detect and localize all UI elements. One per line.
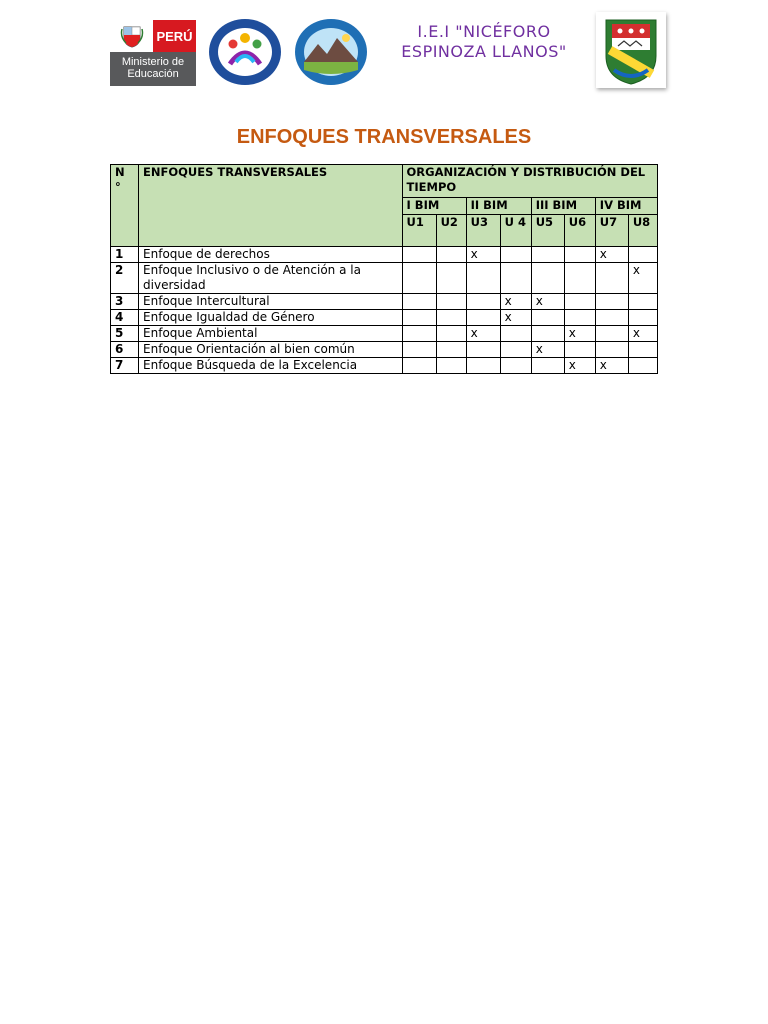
approach-name: Enfoque Orientación al bien común	[139, 342, 402, 358]
bimester-header: I BIM	[402, 198, 466, 215]
approach-name: Enfoque Inclusivo o de Atención a la diversidad	[139, 263, 402, 294]
unit-mark	[500, 326, 531, 342]
unit-mark	[500, 247, 531, 263]
unit-mark	[628, 247, 657, 263]
regional-education-seal-icon	[208, 18, 282, 86]
table-row	[111, 294, 658, 310]
unit-mark	[500, 342, 531, 358]
bimester-header: II BIM	[466, 198, 531, 215]
unit-mark	[564, 247, 595, 263]
unit-mark	[531, 247, 564, 263]
unit-mark	[628, 310, 657, 326]
row-number: 5	[111, 326, 139, 342]
row-number: 4	[111, 310, 139, 326]
school-crest-icon	[596, 12, 666, 88]
ministry-logo	[110, 20, 196, 86]
unit-mark: x	[466, 326, 500, 342]
approach-name: Enfoque Igualdad de Género	[139, 310, 402, 326]
ministry-name: Ministerio de Educación	[121, 56, 185, 80]
transversal-approaches-table	[110, 164, 658, 374]
approach-name: Enfoque Ambiental	[139, 326, 402, 342]
approach-name: Enfoque de derechos	[139, 247, 402, 263]
table-row	[111, 263, 658, 294]
row-number: 2	[111, 263, 139, 294]
unit-mark	[436, 294, 466, 310]
unit-mark	[628, 358, 657, 374]
unit-mark: x	[531, 294, 564, 310]
unit-mark	[564, 342, 595, 358]
local-education-unit-seal-icon	[294, 18, 368, 86]
unit-mark: x	[466, 247, 500, 263]
unit-mark	[402, 326, 436, 342]
unit-mark	[564, 294, 595, 310]
unit-mark	[595, 342, 628, 358]
unit-mark	[531, 358, 564, 374]
unit-mark	[466, 342, 500, 358]
unit-mark: x	[595, 358, 628, 374]
unit-header: U5	[531, 215, 564, 247]
unit-mark	[436, 310, 466, 326]
page-header	[0, 0, 768, 110]
unit-mark: x	[564, 326, 595, 342]
table-row	[111, 326, 658, 342]
unit-mark: x	[564, 358, 595, 374]
unit-mark	[500, 358, 531, 374]
unit-mark	[595, 263, 628, 294]
unit-mark	[531, 326, 564, 342]
unit-mark: x	[628, 326, 657, 342]
unit-mark	[436, 342, 466, 358]
time-distribution-header: ORGANIZACIÓN Y DISTRIBUCIÓN DEL TIEMPO	[402, 165, 657, 198]
unit-mark	[531, 310, 564, 326]
unit-mark	[595, 310, 628, 326]
bimester-header: IV BIM	[595, 198, 657, 215]
row-number: 6	[111, 342, 139, 358]
unit-mark	[402, 263, 436, 294]
unit-header: U2	[436, 215, 466, 247]
unit-mark	[564, 310, 595, 326]
country-label: PERÚ	[153, 20, 196, 52]
unit-mark: x	[628, 263, 657, 294]
unit-mark	[500, 263, 531, 294]
table-row	[111, 247, 658, 263]
unit-mark	[466, 263, 500, 294]
unit-mark: x	[500, 294, 531, 310]
peru-coat-of-arms-icon	[110, 20, 153, 52]
unit-mark	[436, 263, 466, 294]
unit-header: U1	[402, 215, 436, 247]
row-number: 3	[111, 294, 139, 310]
unit-mark: x	[595, 247, 628, 263]
bimester-header: III BIM	[531, 198, 595, 215]
unit-mark: x	[531, 342, 564, 358]
unit-header: U6	[564, 215, 595, 247]
unit-header: U8	[628, 215, 657, 247]
unit-mark	[564, 263, 595, 294]
approach-name: Enfoque Búsqueda de la Excelencia	[139, 358, 402, 374]
number-column-header: N °	[111, 165, 139, 247]
approach-column-header: ENFOQUES TRANSVERSALES	[139, 165, 402, 247]
unit-mark	[466, 358, 500, 374]
unit-mark	[402, 247, 436, 263]
unit-mark: x	[500, 310, 531, 326]
unit-mark	[595, 326, 628, 342]
unit-mark	[402, 294, 436, 310]
unit-mark	[466, 294, 500, 310]
unit-mark	[466, 310, 500, 326]
school-crest	[596, 12, 666, 88]
unit-mark	[402, 342, 436, 358]
unit-mark	[628, 294, 657, 310]
unit-header: U7	[595, 215, 628, 247]
unit-mark	[436, 358, 466, 374]
unit-mark	[436, 326, 466, 342]
unit-mark	[628, 342, 657, 358]
unit-mark	[436, 247, 466, 263]
unit-mark	[402, 358, 436, 374]
row-number: 7	[111, 358, 139, 374]
table-row	[111, 310, 658, 326]
unit-mark	[531, 263, 564, 294]
table-row	[111, 342, 658, 358]
approach-name: Enfoque Intercultural	[139, 294, 402, 310]
page-title: ENFOQUES TRANSVERSALES	[236, 126, 532, 148]
unit-header: U 4	[500, 215, 531, 247]
row-number: 1	[111, 247, 139, 263]
unit-mark	[595, 294, 628, 310]
school-name: I.E.I "NICÉFORO ESPINOZA LLANOS"	[401, 22, 567, 61]
table-row	[111, 358, 658, 374]
unit-header: U3	[466, 215, 500, 247]
unit-mark	[402, 310, 436, 326]
